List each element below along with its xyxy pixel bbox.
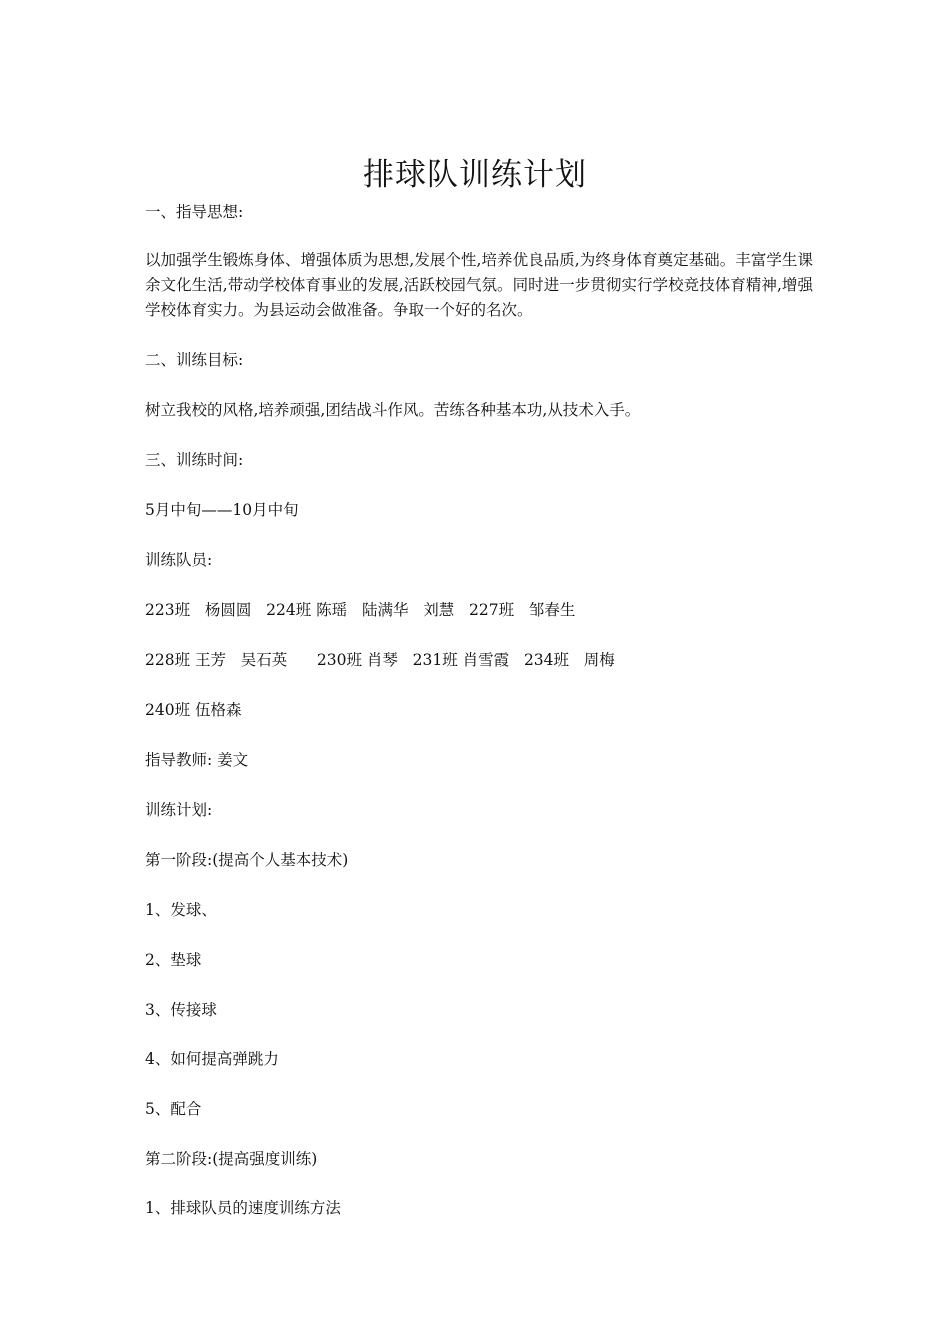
- plan-heading: 训练计划:: [145, 801, 213, 819]
- list-item: 1、排球队员的速度训练方法: [145, 1199, 341, 1217]
- members-row: 240班 伍格森: [145, 701, 242, 719]
- section-heading-training-time: 三、训练时间:: [145, 451, 244, 469]
- section-heading-training-goal: 二、训练目标:: [145, 351, 244, 369]
- list-item: 2、垫球: [145, 951, 202, 969]
- section-heading-guiding-thought: 一、指导思想:: [145, 203, 244, 221]
- document-title: 排球队训练计划: [363, 157, 587, 193]
- members-row: 223班 杨圆圆 224班 陈瑶 陆满华 刘慧 227班 邹春生: [145, 601, 576, 619]
- members-heading: 训练队员:: [145, 551, 213, 569]
- list-item: 5、配合: [145, 1100, 202, 1118]
- list-item: 1、发球、: [145, 901, 217, 919]
- section-body-training-time: 5月中旬——10月中旬: [145, 501, 299, 519]
- members-row: 228班 王芳 吴石英 230班 肖琴 231班 肖雪霞 234班 周梅: [145, 651, 615, 669]
- stage-heading: 第二阶段:(提高强度训练): [145, 1150, 318, 1168]
- section-body-guiding-thought: 以加强学生锻炼身体、增强体质为思想,发展个性,培养优良品质,为终身体育奠定基础。丰富学生课余文化生活,带动学校体育事业的发展,活跃校园气氛。同时进一步贯彻实行学校竞技体育精神,增强学校体育实力。为县运动会做准备。争取一个好的名次。: [145, 251, 813, 319]
- coach-line: 指导教师: 姜文: [145, 751, 249, 769]
- stage-heading: 第一阶段:(提高个人基本技术): [145, 851, 349, 869]
- list-item: 3、传接球: [145, 1001, 217, 1019]
- list-item: 4、如何提高弹跳力: [145, 1050, 279, 1068]
- section-body-training-goal: 树立我校的风格,培养顽强,团结战斗作风。苦练各种基本功,从技术入手。: [145, 401, 641, 419]
